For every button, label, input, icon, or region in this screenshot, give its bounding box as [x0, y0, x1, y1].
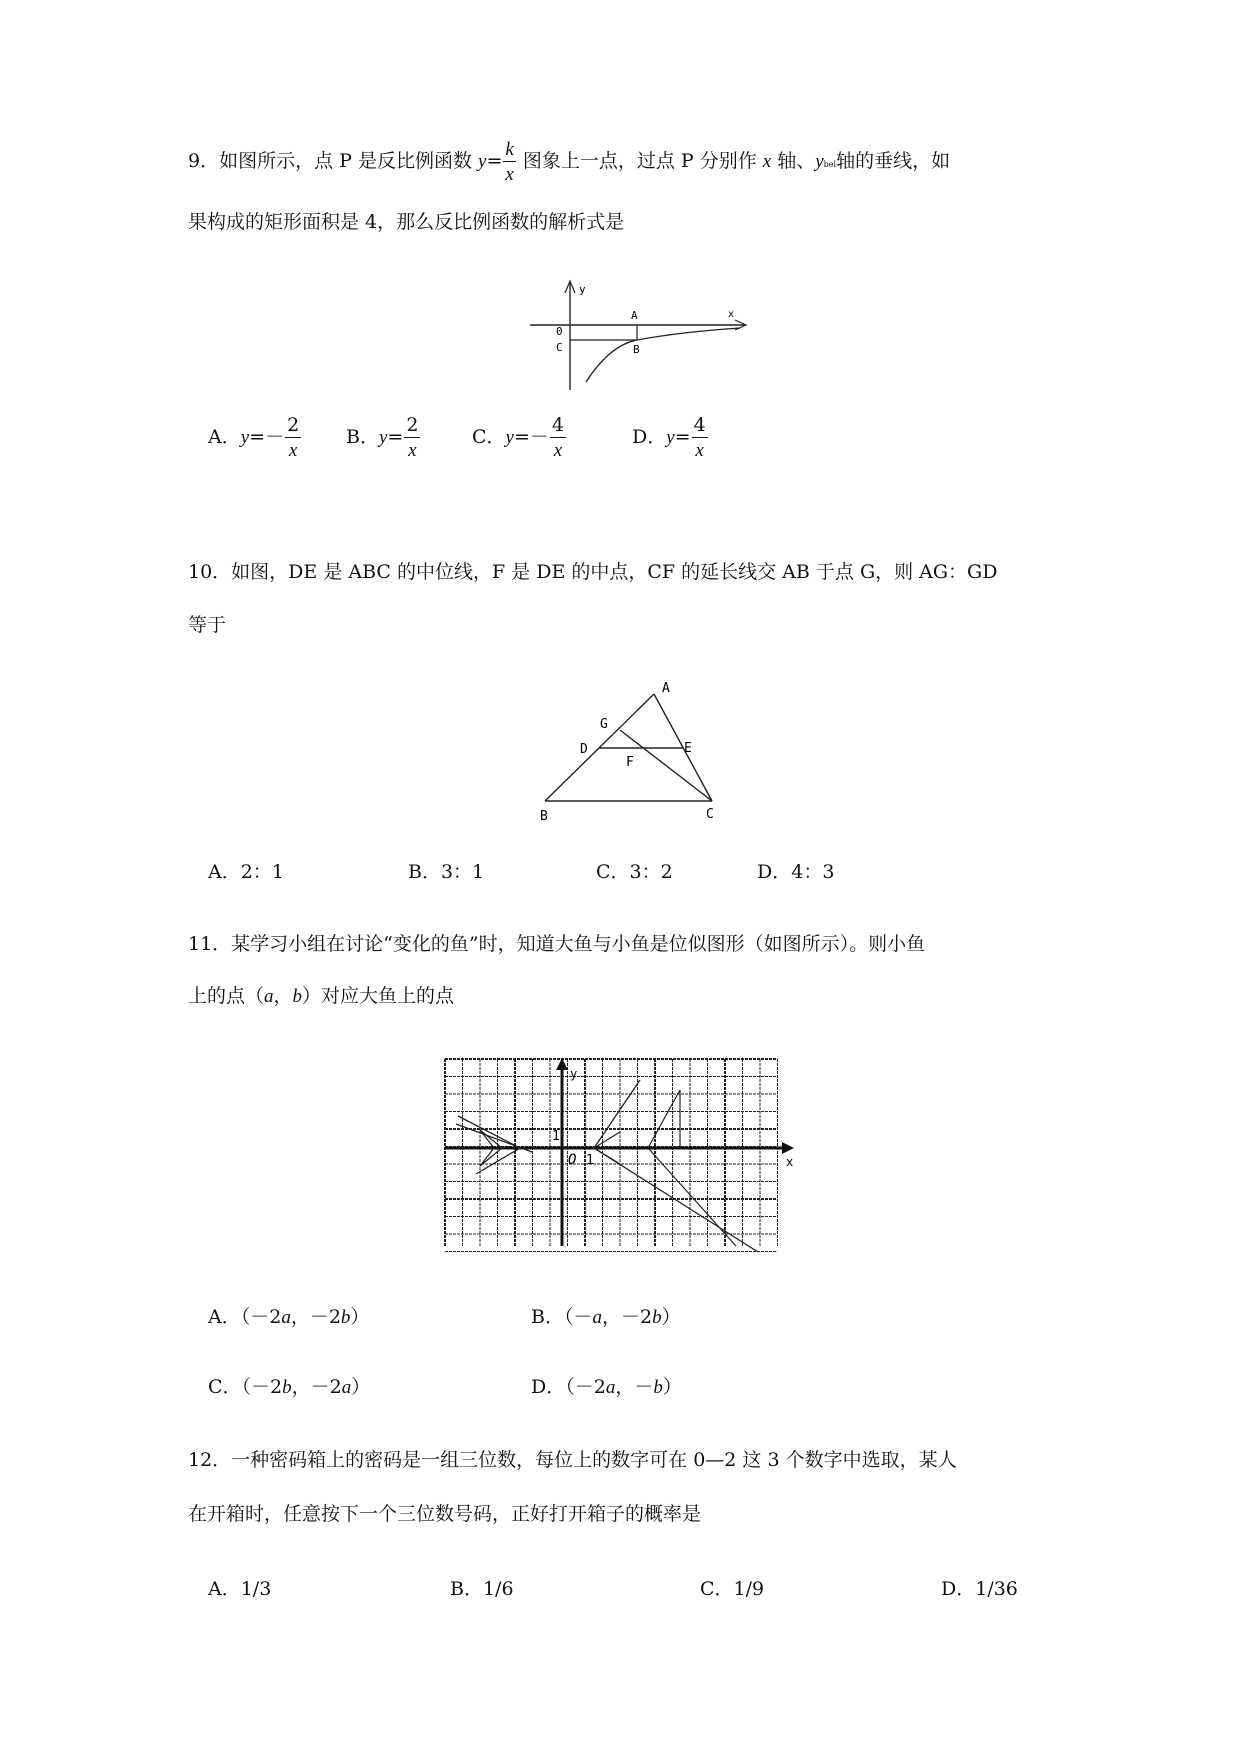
q9-option-b-var: y [378, 427, 388, 448]
q10-label-g: G [600, 717, 608, 732]
q11-option-b-v2: b [652, 1307, 662, 1328]
q9-label-b: B [633, 343, 640, 356]
q10-label-e: E [684, 741, 692, 756]
q11-option-a-p2: ，－2 [290, 1306, 341, 1328]
q11-label-y: y [570, 1067, 578, 1081]
q9-line2: 果构成的矩形面积是 4，那么反比例函数的解析式是 [188, 211, 625, 233]
q9-text-d: 轴的垂线，如 [836, 150, 951, 172]
q11-option-a-v2: b [340, 1307, 351, 1328]
q9-label-a: A [631, 309, 638, 322]
q11-big-fish-body [594, 1080, 758, 1252]
q9-option-a-num: 2 [287, 414, 300, 436]
q9-option-c-den: x [553, 440, 563, 461]
q11-option-b-p3: ） [661, 1306, 681, 1328]
q10-label-d: D [580, 742, 588, 757]
q11-option-b-letter: B． [531, 1306, 564, 1328]
q10-label-c: C [706, 807, 714, 822]
q11-option-c-letter: C． [208, 1376, 242, 1398]
q11-line2-b: ）对应大鱼上的点 [302, 985, 455, 1007]
q9-x-var: x [762, 151, 772, 172]
q10-option-d[interactable]: D．4：3 [757, 861, 835, 883]
q9-option-b-fraction [404, 416, 420, 460]
q11-option-a[interactable] [208, 1308, 369, 1327]
q9-figure [520, 275, 750, 395]
q9-label-x: x [728, 309, 735, 320]
q11-line2-comma: ， [273, 985, 293, 1007]
q9-func-y: y [478, 151, 487, 172]
q9-option-c-var: y [505, 427, 514, 448]
q12-option-a[interactable]: A．1/3 [208, 1578, 272, 1600]
q10-figure [530, 678, 725, 828]
q11-option-c-p1: （－2 [241, 1376, 283, 1398]
q11-option-b-v1: a [592, 1307, 602, 1328]
q11-option-b[interactable] [531, 1308, 681, 1327]
q11-line2 [188, 987, 454, 1006]
q10-label-a: A [662, 681, 670, 696]
q11-option-d-letter: D． [531, 1376, 566, 1398]
q11-option-d[interactable] [531, 1378, 682, 1397]
q10-option-c[interactable]: C．3：2 [596, 861, 673, 883]
q9-text-b: 图象上一点，过点 P 分别作 [516, 150, 763, 172]
q9-option-a[interactable] [208, 416, 302, 460]
q11-small-fish-body [458, 1116, 520, 1174]
q10-line1: 10．如图，DE 是 ABC 的中位线，F 是 DE 的中点，CF 的延长线交 AB 于点 G，则 AG：GD [188, 561, 998, 583]
q10-label-b: B [540, 809, 548, 824]
q11-label-one-x: 1 [586, 1153, 594, 1168]
q11-option-b-p2: ，－2 [601, 1306, 653, 1328]
q11-grid [445, 1059, 778, 1252]
q11-option-d-p1: （－2 [565, 1376, 606, 1398]
q9-option-c-fraction [550, 416, 566, 460]
q11-var-b: b [292, 986, 303, 1007]
q11-option-d-p2: ，－ [615, 1376, 654, 1398]
q11-option-d-p3: ） [662, 1376, 682, 1398]
q9-option-c-letter: C． [472, 426, 506, 448]
q10-label-f: F [626, 755, 634, 770]
q9-option-a-letter: A． [208, 426, 241, 448]
q11-option-a-letter: A． [208, 1306, 241, 1328]
q9-text-a: 如图所示，点 P 是反比例函数 [219, 150, 478, 172]
q9-tiny-mark: bel [823, 160, 837, 169]
q11-option-c-v1: b [282, 1377, 292, 1398]
q9-func-numerator: k [505, 139, 514, 160]
q11-line2-a: 上的点（ [188, 985, 265, 1007]
q10-option-a[interactable]: A．2：1 [208, 861, 284, 883]
q10-line2: 等于 [188, 614, 227, 636]
q9-option-a-den: x [288, 440, 298, 461]
q9-option-b-den: x [408, 440, 417, 461]
q11-option-c[interactable] [208, 1378, 370, 1397]
q9-label-o: 0 [556, 325, 563, 338]
q9-option-d-den: x [695, 440, 704, 461]
q9-option-d[interactable] [632, 416, 709, 460]
q11-option-a-v1: a [281, 1307, 291, 1328]
q11-option-b-p1: （－ [563, 1306, 593, 1328]
q11-option-a-p1: （－2 [240, 1306, 282, 1328]
q9-func-eq: = [486, 150, 503, 172]
q9-option-c-eq: =－ [513, 426, 549, 448]
q11-option-a-p3: ） [350, 1306, 370, 1328]
q12-option-b[interactable]: B．1/6 [450, 1578, 514, 1600]
q12-line2: 在开箱时，任意按下一个三位数号码，正好打开箱子的概率是 [188, 1503, 702, 1525]
q11-figure [440, 1056, 800, 1256]
q11-big-fish-fin-top [648, 1090, 680, 1148]
q11-big-fish-fin-bottom [648, 1148, 736, 1246]
q9-func-fraction [503, 140, 515, 184]
q9-option-b-eq: = [387, 426, 404, 448]
q10-option-b[interactable]: B．3：1 [408, 861, 485, 883]
q11-option-c-p2: ，－2 [291, 1376, 342, 1398]
q9-func-denominator: x [505, 164, 514, 185]
q9-option-d-fraction [692, 416, 708, 460]
q9-label-y: y [579, 283, 586, 296]
q9-text-c: 轴、 [771, 150, 816, 172]
q11-label-one-y: 1 [552, 1129, 560, 1144]
q9-option-d-num: 4 [693, 414, 706, 436]
q11-option-d-v1: a [605, 1377, 616, 1398]
q9-option-d-letter: D． [632, 426, 667, 448]
q9-option-a-var: y [240, 427, 250, 448]
q11-var-a: a [264, 986, 274, 1007]
q9-option-b-num: 2 [406, 414, 419, 436]
q9-y-var: y [815, 151, 824, 172]
q9-label-c: C [556, 341, 563, 354]
q12-option-c[interactable]: C．1/9 [700, 1578, 765, 1600]
q12-line1: 12．一种密码箱上的密码是一组三位数，每位上的数字可在 0—2 这 3 个数字中选取，某人 [188, 1449, 957, 1471]
q9-option-d-eq: = [674, 426, 691, 448]
q9-option-c-num: 4 [551, 414, 564, 436]
q9-number: 9． [188, 150, 220, 172]
q9-hyperbola [586, 328, 740, 382]
q9-line1 [188, 140, 950, 184]
q11-option-c-v2: a [341, 1377, 352, 1398]
q9-option-d-var: y [666, 427, 675, 448]
q9-option-b[interactable] [346, 416, 421, 460]
q11-option-d-v2: b [653, 1377, 663, 1398]
q11-label-origin: O [568, 1152, 577, 1168]
q9-option-b-letter: B． [346, 426, 379, 448]
q9-option-a-eq: =－ [249, 426, 285, 448]
q9-option-a-fraction [285, 416, 301, 460]
q12-option-d[interactable]: D．1/36 [941, 1578, 1018, 1600]
q9-option-c[interactable] [472, 416, 567, 460]
q11-label-x: x [786, 1155, 794, 1169]
q11-x-arrow [782, 1142, 794, 1154]
q11-line1: 11．某学习小组在讨论“变化的鱼”时，知道大鱼与小鱼是位似图形（如图所示）。则小鱼 [188, 933, 926, 955]
q11-option-c-p3: ） [351, 1376, 371, 1398]
